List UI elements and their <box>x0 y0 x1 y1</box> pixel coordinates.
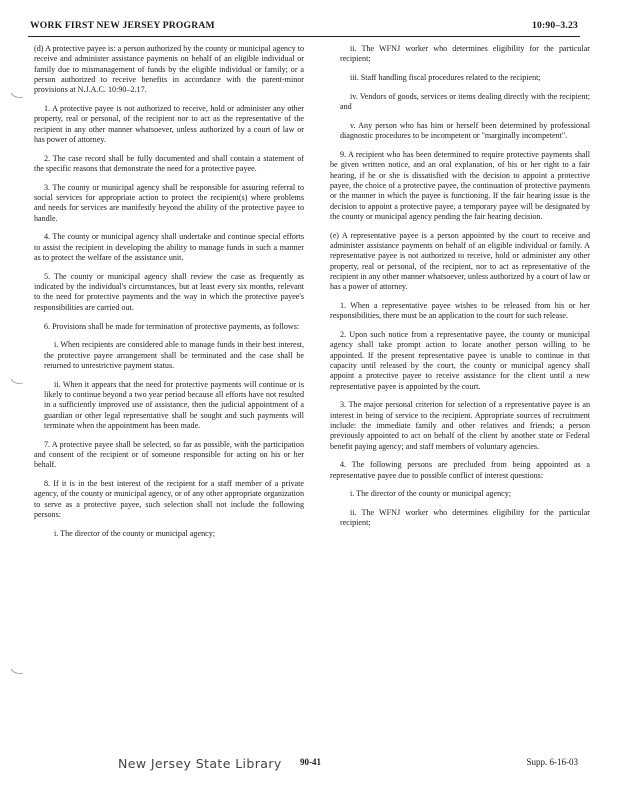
paragraph-d8-ii: ii. The WFNJ worker who determines eligibility for the particular recipient; <box>340 44 590 64</box>
header-title: WORK FIRST NEW JERSEY PROGRAM <box>30 20 215 31</box>
paragraph-d4: 4. The county or municipal agency shall undertake and continue special efforts to assist the recipient in developing the ability to manage funds in such a manner as to protect the welfare of the assistance unit. <box>34 232 304 263</box>
paragraph-d8-i: i. The director of the county or municipal agency; <box>54 528 215 538</box>
paragraph-d8: 8. If it is in the best interest of the recipient for a staff member of a private agency, of the county or municipal agency, or of any other appropriate organization to serve as a protective payee, such selection shall not include the following persons: <box>34 479 304 519</box>
scan-mark <box>10 92 24 100</box>
paragraph-d7: 7. A protective payee shall be selected, so far as possible, with the participation and consent of the recipient or of someone responsible for acting on his or her behalf. <box>34 439 304 470</box>
paragraph-d6-i: i. When recipients are considered able to manage funds in their best interest, the protective payee arrangement shall be terminated and the case shall be returned to unrestrictive payment status. <box>44 340 304 370</box>
paragraph-e1: 1. When a representative payee wishes to be released from his or her responsibilities, there must be an application to the court for such release. <box>330 300 590 321</box>
scan-mark <box>10 378 24 386</box>
paragraph-e4-ii: ii. The WFNJ worker who determines eligibility for the particular recipient; <box>340 508 590 528</box>
paragraph-e4-i: i. The director of the county or municipal agency; <box>350 489 511 499</box>
paragraph-d2: 2. The case record shall be fully documented and shall contain a statement of the specific reasons that demonstrate the need for a protective payee. <box>34 153 304 173</box>
header-rule <box>28 36 580 37</box>
supplement-date: Supp. 6-16-03 <box>526 757 578 767</box>
right-column <box>330 44 590 537</box>
library-watermark: New Jersey State Library <box>118 756 282 771</box>
paragraph-d6-ii: ii. When it appears that the need for protective payments will continue or is likely to continue beyond a two year period because all efforts have not resulted in a sufficiently improved use of assistance, then the judicial appointment of a guardian or other legal representative shall be sought and such payments will terminate when the appointment has been made. <box>44 379 304 430</box>
paragraph-d5: 5. The county or municipal agency shall review the case as frequently as indicated by the individual's circumstances, but at least every six months, relevant to the need for protective payments and the way in which the protective payee's responsibilities are carried out. <box>34 271 304 312</box>
header-section-number: 10:90–3.23 <box>532 20 578 31</box>
paragraph-e3: 3. The major personal criterion for selection of a representative payee is an interest in being of service to the recipient. Appropriate sources of recruitment include: the immediate family and other relatives and friends; a person previously appointed to act on behalf of the client by another state or Federal benefit paying agency; and staff members of voluntary agencies. <box>330 400 590 451</box>
paragraph-d6: 6. Provisions shall be made for termination of protective payments, as follows: <box>44 321 300 331</box>
paragraph-d8-iii: iii. Staff handling fiscal procedures related to the recipient; <box>350 73 541 83</box>
running-header <box>30 20 578 34</box>
paragraph-d1: 1. A protective payee is not authorized to receive, hold or administer any other property, real or personal, of the recipient nor to act as the representative of the recipient in any other manner whatsoever, unless authorized by a court of law or has power of attorney. <box>34 103 304 144</box>
page-number: 90-41 <box>300 757 321 767</box>
paragraph-e4: 4. The following persons are precluded from being appointed as a representative payee due to possible conflict of interest questions: <box>330 460 590 480</box>
paragraph-d8-iv: iv. Vendors of goods, services or items dealing directly with the recipient; and <box>340 91 590 112</box>
paragraph-d8-v: v. Any person who has him or herself been determined by professional diagnostic procedures to be incompetent or "marginally incompetent". <box>340 120 590 141</box>
paragraph-d: (d) A protective payee is: a person authorized by the county or municipal agency to receive and administer assistance payments on behalf of an eligible individual or family due to mismanagement of funds by the eligible individual or family; or a person authorized to receive benefits in accordance with the parent-minor provisions at N.J.A.C. 10:90–2.17. <box>34 44 304 95</box>
scan-mark <box>10 668 24 676</box>
paragraph-e2: 2. Upon such notice from a representative payee, the county or municipal agency shall take prompt action to locate another person willing to be appointed. If the present representative payee is unable to continue in that capacity until released by the court, the county or municipal agency shall appoint a protective payee to receive assistance for the client until a new representative payee is appointed by the court. <box>330 330 590 391</box>
left-column <box>34 44 304 548</box>
paragraph-e: (e) A representative payee is a person appointed by the court to receive and administer assistance payments on behalf of an eligible individual or family. A representative payee is not authorized to receive, hold or administer any other property, real or personal, of the recipient, nor to act as representative of the recipient in any other manner whatsoever, unless authorized by a court of law or has a power of attorney. <box>330 230 590 292</box>
paragraph-d9: 9. A recipient who has been determined to require protective payments shall be given written notice, and an oral explanation, of his or her right to a fair hearing, if he or she is dissatisfied with the decision to appoint a protective payee, the choice of a protective payee, the continuation of protective payments or the manner in which the payee is functioning. If the fair hearing issue is the decision to appoint a protective payee, a temporary payee will be designated by the county or municipal agency pending the fair hearing decision. <box>330 150 590 221</box>
paragraph-d3: 3. The county or municipal agency shall be responsible for assuring referral to social services for appropriate action to protect the recipient(s) where problems and needs for services are manifestly beyond the ability of the protective payee to handle. <box>34 182 304 223</box>
page-footer <box>0 754 618 774</box>
